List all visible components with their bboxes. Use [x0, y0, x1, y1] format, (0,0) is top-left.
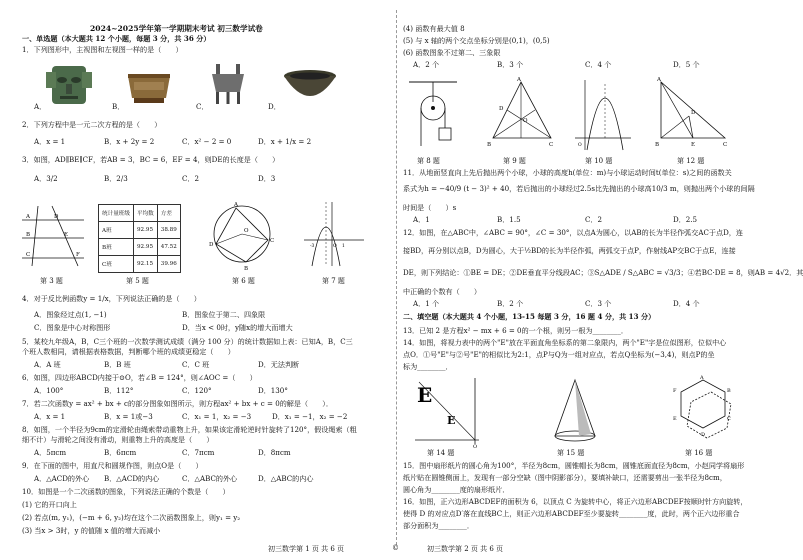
svg-text:C: C: [549, 142, 554, 148]
caption-q5: 第 5 题: [126, 277, 149, 285]
q9-option-d[interactable]: D．△ABC的内心: [258, 474, 314, 483]
question-1: 1．下列图形中，主视图和左视图一样的是（ ）: [22, 45, 183, 54]
question-16-line3: 部分面积为________．: [403, 521, 474, 530]
q6-option-d[interactable]: D．130°: [258, 386, 288, 395]
svg-text:B: B: [26, 232, 31, 238]
table-cell: 47.52: [157, 239, 180, 256]
question-15-line1: 15．图中扇形纸片的圆心角为100°，半径为8cm，圆锥帽长为8cm，圆锥底面直径为8cm，小赵同学将扇形: [403, 461, 745, 470]
question-13: 13．已知 2 是方程x² − mx + 6 = 0的一个根，则另一根为________．: [403, 326, 628, 335]
svg-text:B: B: [655, 142, 660, 148]
figure-q14-vision-chart: [411, 374, 481, 450]
q7-option-b[interactable]: B．x = 1或−3: [104, 412, 153, 421]
question-9: 9．在下面的图中，用直尺和圆规作图，则点O是（ ）: [22, 461, 203, 470]
caption-q9: 第 9 题: [503, 157, 526, 165]
q12-option-a[interactable]: A．1 个: [413, 299, 440, 308]
table-row: [99, 256, 181, 273]
svg-text:O: O: [473, 444, 478, 450]
q7-option-a[interactable]: A．x = 1: [34, 412, 66, 421]
q8-option-d[interactable]: D．8πcm: [258, 448, 291, 457]
svg-text:O: O: [578, 143, 582, 148]
q5-option-c[interactable]: C．C 班: [182, 360, 210, 369]
figure-q10-parabola: [573, 76, 633, 152]
table-cell: C班: [99, 256, 134, 273]
svg-text:A: A: [657, 77, 661, 83]
table-header-cell: 平均数: [133, 205, 157, 222]
q8-option-a[interactable]: A．5πcm: [34, 448, 67, 457]
caption-q16: 第 16 题: [685, 449, 713, 457]
q12-option-b[interactable]: B．2 个: [497, 299, 524, 308]
figure-q16-hexagons: [667, 374, 739, 446]
question-12-line3: DE，则下列结论：①BE = DE；②DE垂直平分线段AC；③S△ADE / S△ABC = √3/3；④若BC·DE = 8，则AB = 4√2．其: [403, 268, 803, 277]
svg-text:E: E: [673, 416, 677, 422]
question-16-line1: 16．如图，正六边形ABCDEF的面积为 6，以顶点 C 为旋转中心，将正六边形ABCDEF按顺时针方向旋转，: [403, 497, 748, 506]
q4-option-d[interactable]: D．当x < 0时，y随x的增大而增大: [182, 323, 293, 332]
q1-option-d[interactable]: D．: [268, 102, 281, 111]
figure-q15-cone: [545, 376, 605, 446]
q6-option-c[interactable]: C．120°: [182, 386, 212, 395]
q5-option-d[interactable]: D．无法判断: [258, 360, 300, 369]
question-12-line4: 中正确的个数有（ ）: [403, 287, 482, 296]
q3-option-c[interactable]: C．2: [182, 174, 200, 183]
q3-option-b[interactable]: B．2/3: [104, 174, 128, 183]
copyright-mark: ©: [392, 544, 399, 552]
q11-option-b[interactable]: B．1.5: [497, 215, 521, 224]
svg-text:D: D: [691, 110, 696, 116]
svg-text:B: B: [487, 142, 492, 148]
q7-option-c[interactable]: C．x₁ = 1，x₂ = −3: [182, 412, 252, 421]
page-footer: 初三数学第 1 页 共 6 页: [268, 545, 345, 553]
section-fill-blank: 二、填空题（本大题共 4 个小题，13-15 每题 3 分，16 题 4 分，共 13 分）: [403, 312, 656, 321]
page-1: [0, 0, 397, 560]
q5-option-a[interactable]: A．A 班: [34, 360, 61, 369]
bronze-vessel-image: [124, 68, 174, 106]
q7-option-d[interactable]: D．x₁ = −1，x₂ = −2: [272, 412, 348, 421]
q4-option-c[interactable]: C．图象是中心对称图形: [34, 323, 111, 332]
question-11-line2: 系式为h = −40/9 (t − 3)² + 40，若后抛出的小球经过2.5s比先抛出的小球高10/3 m，则抛出两个小球的间隔: [403, 184, 755, 193]
caption-q10: 第 10 题: [585, 157, 613, 165]
question-3: 3．如图，AD∥BE∥CF，若AB = 3，BC = 6，EF = 4，则DE的长度是（ ）: [22, 155, 280, 164]
section-single-choice: 一、单选题（本大题共 12 个小题，每题 3 分，共 36 分）: [22, 34, 211, 43]
table-header-cell: 方差: [157, 205, 180, 222]
question-14-line2: 点O．①号"E"与②号"E"的相似比为2:1，点P与Q为一组对应点，若点Q坐标为(−3,4)，则点P的坐: [403, 350, 715, 359]
q11-option-a[interactable]: A．1: [413, 215, 430, 224]
question-4: 4．对于反比例函数y = 1/x，下列说法正确的是（ ）: [22, 294, 201, 303]
svg-text:D: D: [499, 106, 504, 112]
table-cell: 92.95: [133, 239, 157, 256]
q12-option-d[interactable]: D．4 个: [673, 299, 700, 308]
svg-text:C: C: [727, 416, 731, 422]
figure-q6-inscribed-quadrilateral: [206, 196, 278, 272]
question-7: 7．若二次函数y = ax² + bx + c的部分图象如图所示，则方程ax² + bx + c = 0的解是（ ）．: [22, 399, 333, 408]
svg-text:E: E: [64, 232, 69, 238]
page-2: [397, 0, 803, 560]
figure-q9-construction: [485, 76, 557, 152]
svg-text:O: O: [523, 118, 528, 124]
svg-text:E: E: [417, 383, 433, 407]
svg-text:C: C: [270, 238, 275, 244]
table-row: [99, 239, 181, 256]
figure-q7-parabola: [302, 196, 366, 268]
question-12-line1: 12．如图，在△ABC中，∠ABC = 90°，∠C = 30°，以点A为圆心，以AB的长为半径作弧交AC于点D，连: [403, 228, 743, 237]
svg-text:A: A: [26, 214, 30, 220]
caption-q7: 第 7 题: [322, 277, 345, 285]
q10-statement-5: (5) 与 x 轴的两个交点坐标分别是(0,1)，(0,5): [403, 36, 550, 45]
q11-option-d[interactable]: D．2.5: [673, 215, 698, 224]
svg-text:C: C: [26, 252, 31, 258]
q10-statement-1: (1) 它的开口向上: [22, 500, 77, 509]
table-cell: 38.89: [157, 222, 180, 239]
question-15-line3: 圆心角为________度的扇形纸片．: [403, 485, 510, 494]
exam-title: 2024~2025学年第一学期期末考试 初三数学试卷: [90, 24, 263, 33]
q2-option-d[interactable]: D．x + 1/x = 2: [258, 137, 312, 146]
q2-option-c[interactable]: C．x² − 2 = 0: [182, 137, 232, 146]
q1-option-a[interactable]: A．: [34, 102, 47, 111]
q11-option-c[interactable]: C．2: [585, 215, 603, 224]
question-11-line3: 时间是（ ）s: [403, 203, 457, 212]
bowl-image: [282, 68, 338, 106]
q9-option-c[interactable]: C．△ABC的外心: [182, 474, 238, 483]
page-footer: 初三数学第 2 页 共 6 页: [427, 545, 504, 553]
q10-statement-3: (3) 当x > 3时，y 的值随 x 值的增大而减小: [22, 526, 161, 535]
table-row: [99, 222, 181, 239]
svg-text:E: E: [447, 414, 456, 427]
table-cell: A班: [99, 222, 134, 239]
question-14-line1: 14．如图，将视力表中的两个"E"放在平面直角坐标系的第二象限内，两个"E"字是位似图形，位似中心: [403, 338, 727, 347]
question-8-line1: 8．如图，一个半径为9cm的定滑轮由绳索带动重物上升，如果该定滑轮逆时针旋转了120°，假设绳索（粗: [22, 425, 357, 434]
question-5-line2: 个班人数相同，请根据表格数据，判断哪个班的成绩更稳定（ ）: [22, 347, 235, 356]
table-cell: 92.95: [133, 222, 157, 239]
caption-q6: 第 6 题: [232, 277, 255, 285]
svg-text:D: D: [209, 242, 214, 248]
q12-option-c[interactable]: C．3 个: [585, 299, 612, 308]
svg-text:C: C: [723, 142, 728, 148]
q4-option-b[interactable]: B．图象位于第二、四象限: [182, 310, 266, 319]
svg-text:D: D: [54, 214, 59, 220]
q1-option-b[interactable]: B．: [112, 102, 125, 111]
q6-option-a[interactable]: A．100°: [34, 386, 64, 395]
figure-q12-triangle: [651, 76, 731, 152]
table-cell: 39.96: [157, 256, 180, 273]
question-5-line1: 5．某校九年级A，B，C三个班的一次数学测试成绩（满分 100 分）的统计数据如上表：已知A，B，C三: [22, 337, 353, 346]
q9-option-a[interactable]: A．△ACD的外心: [34, 474, 90, 483]
caption-q8: 第 8 题: [417, 157, 440, 165]
q10-statement-4: (4) 函数有最大值 8: [403, 24, 465, 33]
caption-q3: 第 3 题: [40, 277, 63, 285]
question-12-line2: 接BD，再分别以点B，D为圆心，大于½BD的长为半径作弧，两弧交于点P，作射线AP交BC于点E，连接: [403, 246, 736, 255]
q1-option-c[interactable]: C．: [196, 102, 209, 111]
question-6: 6．如图，四边形ABCD内接于⊙O，若∠B = 124°，则∠AOC =（ ）: [22, 373, 257, 382]
q6-option-b[interactable]: B．112°: [104, 386, 134, 395]
table-cell: B班: [99, 239, 134, 256]
caption-q12: 第 12 题: [677, 157, 705, 165]
ding-tripod-image: [208, 62, 248, 108]
q10-option-b[interactable]: B．3 个: [497, 60, 524, 69]
svg-text:F: F: [673, 388, 677, 394]
svg-text:A: A: [234, 202, 238, 208]
svg-text:1: 1: [342, 244, 345, 249]
q10-statement-6: (6) 函数图象不过第二、三象限: [403, 48, 501, 57]
figure-q8-pulley: [403, 76, 463, 152]
caption-q14: 第 14 题: [427, 449, 455, 457]
table-cell: 92.15: [133, 256, 157, 273]
q10-option-c[interactable]: C．4 个: [585, 60, 612, 69]
question-11-line1: 11．从地面竖直向上先后抛出两个小球，小球的高度h(单位：m)与小球运动时间t(单位：s)之间的函数关: [403, 168, 732, 177]
table-header-cell: 统计量班级: [99, 205, 134, 222]
svg-text:A: A: [517, 77, 521, 83]
svg-text:O: O: [244, 228, 249, 234]
svg-text:A: A: [700, 375, 704, 381]
question-10: 10．如图是一个二次函数的图象，下列说法正确的个数是（ ）: [22, 487, 230, 496]
q8-option-b[interactable]: B．6πcm: [104, 448, 137, 457]
q9-option-b[interactable]: B．△ACD的内心: [104, 474, 160, 483]
q4-option-a[interactable]: A．图象经过点(1, −1): [34, 310, 107, 319]
q2-option-a[interactable]: A．x = 1: [34, 137, 66, 146]
q8-option-c[interactable]: C．7πcm: [182, 448, 215, 457]
svg-text:B: B: [727, 388, 731, 394]
svg-text:F: F: [76, 252, 80, 258]
q2-option-b[interactable]: B．x + 2y = 2: [104, 137, 155, 146]
question-16-line2: 使得 D 的对应点D′落在直线BC上，则正六边形ABCDEF至少要旋转________度，此时，两个正六边形重合: [403, 509, 740, 518]
svg-text:O: O: [333, 244, 337, 249]
svg-text:-3: -3: [310, 244, 315, 249]
q3-option-a[interactable]: A．3/2: [34, 174, 58, 183]
q3-option-d[interactable]: D．3: [258, 174, 276, 183]
figure-q3-parallel-lines: [18, 200, 88, 270]
svg-text:D: D: [701, 432, 706, 438]
svg-text:E: E: [691, 142, 696, 148]
question-15-line2: 纸片贴在圆锥侧面上，发现有一部分空缺（图中阴影部分），要填补缺口，还需要剪出一张半径为8cm，: [403, 473, 727, 482]
question-14-line3: 标为________．: [403, 362, 453, 371]
svg-text:B: B: [244, 266, 249, 272]
question-2: 2．下列方程中是一元二次方程的是（ ）: [22, 120, 162, 129]
score-statistics-table: [98, 204, 181, 273]
q5-option-b[interactable]: B．B 班: [104, 360, 131, 369]
caption-q15: 第 15 题: [557, 449, 585, 457]
q10-option-d[interactable]: D．5 个: [673, 60, 700, 69]
question-8-line2: 细不计）与滑轮之间没有滑动，则重物上升的高度是（ ）: [22, 435, 214, 444]
mask-image: [44, 62, 94, 108]
q10-option-a[interactable]: A．2 个: [413, 60, 440, 69]
q10-statement-2: (2) 若点(m, y₁)，(−m + 6, y₂)均在这个二次函数图象上，则y₁ = y₂: [22, 513, 241, 522]
